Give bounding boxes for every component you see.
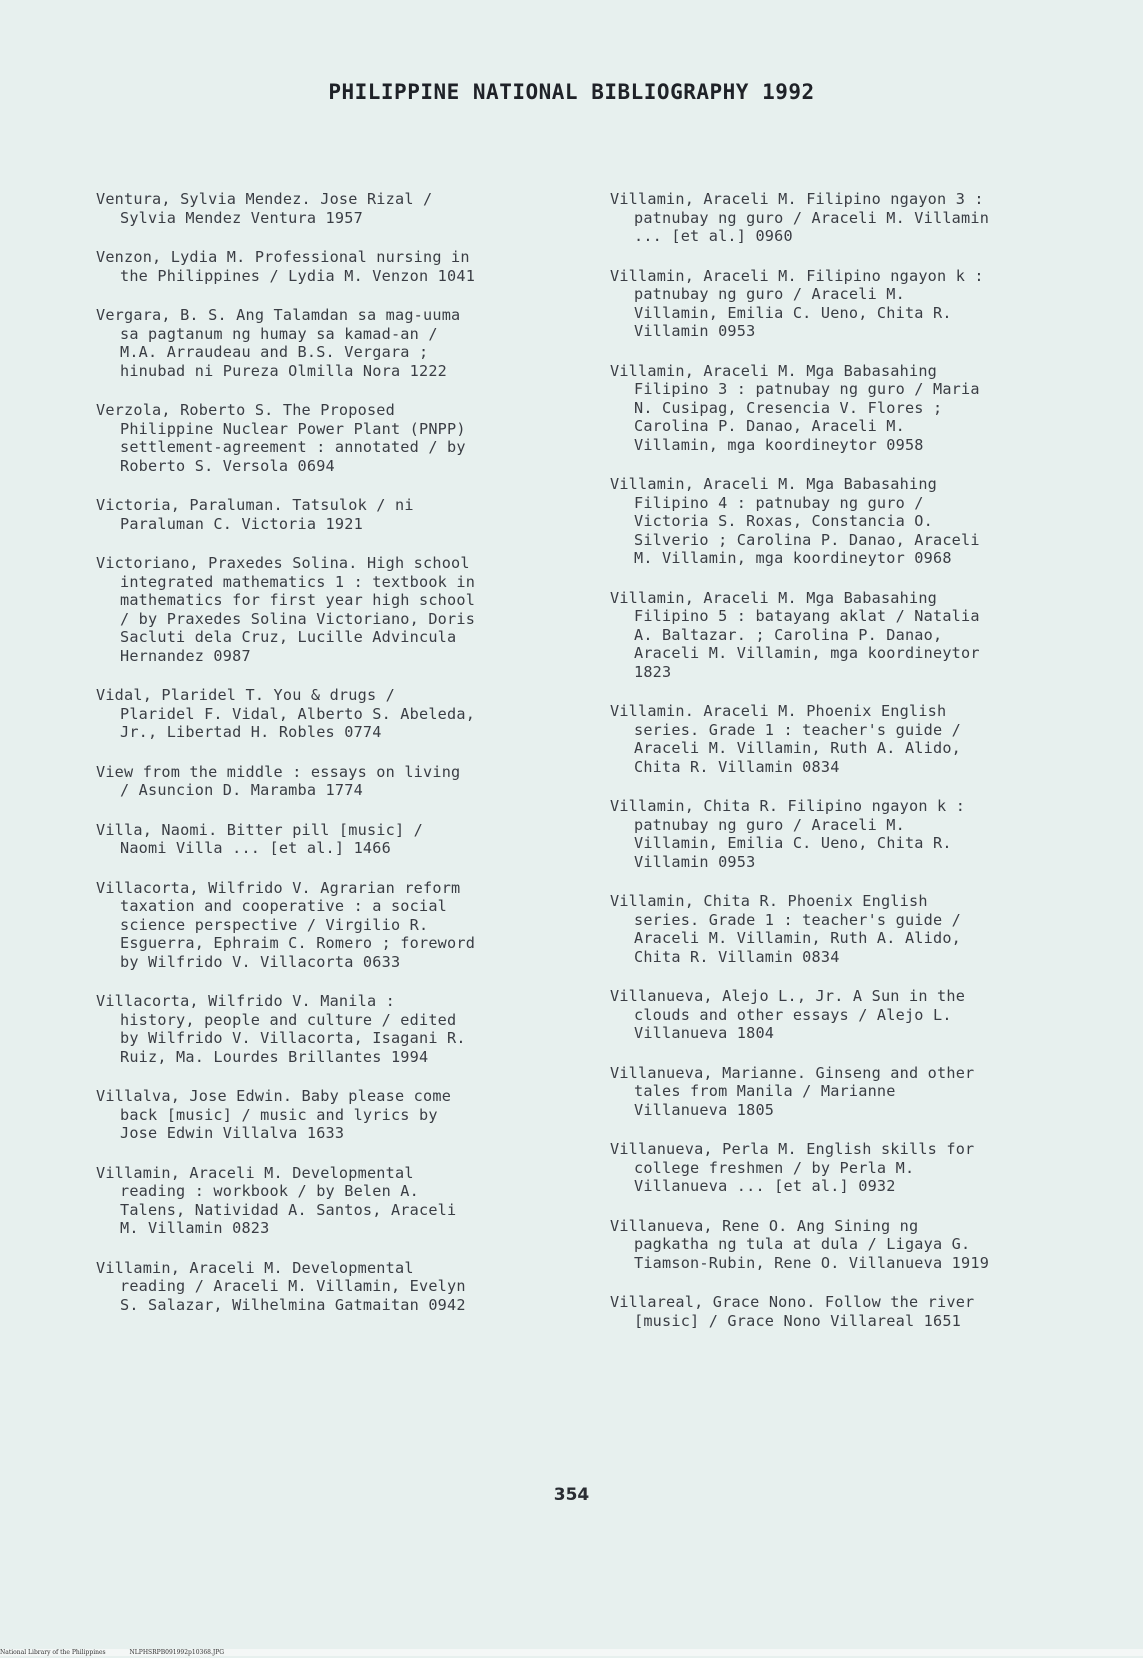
bibliography-entry: Villanueva, Marianne. Ginseng and other tales from Manila / Marianne Villanueva 1805 bbox=[610, 1063, 975, 1119]
bibliography-entry: View from the middle : essays on living / Asuncion D. Maramba 1774 bbox=[96, 762, 461, 799]
page-title: PHILIPPINE NATIONAL BIBLIOGRAPHY 1992 bbox=[328, 80, 815, 104]
bibliography-entry: Villamin, Araceli M. Developmental reading : workbook / by Belen A. Talens, Natividad A. Santos, Araceli M. Villamin 0823 bbox=[96, 1163, 457, 1237]
scan-footer bbox=[0, 1649, 1143, 1656]
bibliography-entry: Villanueva, Perla M. English skills for college freshmen / by Perla M. Villanueva ... [et al.] 0932 bbox=[610, 1140, 975, 1195]
bibliography-entry: Villamin. Araceli M. Phoenix English series. Grade 1 : teacher's guide / Araceli M. Villamin, Ruth A. Alido, Chita R. Villamin 0834 bbox=[610, 702, 962, 776]
bibliography-entry: Vidal, Plaridel T. You & drugs / Plaridel F. Vidal, Alberto S. Abeleda, Jr., Libertad H. Robles 0774 bbox=[96, 686, 476, 741]
bibliography-entry: Villanueva, Rene O. Ang Sining ng pagkatha ng tula at dula / Ligaya G. Tiamson-Rubin, Rene O. Villanueva 1919 bbox=[610, 1216, 990, 1272]
bibliography-entry: Villa, Naomi. Bitter pill [music] / Naomi Villa ... [et al.] 1466 bbox=[96, 820, 424, 857]
bibliography-entry: Victoriano, Praxedes Solina. High school integrated mathematics 1 : textbook in mathematics for first year high school / by Praxedes Solina Victoriano, Doris Sacluti dela Cruz, Lucille Advincula Hernandez 0987 bbox=[96, 554, 476, 665]
bibliography-entry: Villamin, Araceli M. Filipino ngayon 3 : patnubay ng guro / Araceli M. Villamin ... [et al.] 0960 bbox=[610, 190, 990, 245]
right-column bbox=[610, 190, 1090, 1351]
footer-library: National Library of the Philippines bbox=[0, 1649, 106, 1656]
bibliography-entry: Villamin, Chita R. Phoenix English series. Grade 1 : teacher's guide / Araceli M. Villamin, Ruth A. Alido, Chita R. Villamin 0834 bbox=[610, 892, 962, 966]
bibliography-entry: Villanueva, Alejo L., Jr. A Sun in the clouds and other essays / Alejo L. Villanueva 1804 bbox=[610, 987, 966, 1042]
bibliography-entry: Vergara, B. S. Ang Talamdan sa mag-uuma sa pagtanum ng humay sa kamad-an / M.A. Arraudeau and B.S. Vergara ; hinubad ni Pureza Olmilla Nora 1222 bbox=[96, 306, 461, 380]
bibliography-entry: Villamin, Chita R. Filipino ngayon k : patnubay ng guro / Araceli M. Villamin, Emilia C. Ueno, Chita R. Villamin 0953 bbox=[610, 797, 966, 871]
page-number: 354 bbox=[553, 1485, 590, 1505]
bibliography-entry: Villamin, Araceli M. Developmental reading / Araceli M. Villamin, Evelyn S. Salazar, Wilhelmina Gatmaitan 0942 bbox=[96, 1258, 466, 1314]
bibliography-entry: Venzon, Lydia M. Professional nursing in the Philippines / Lydia M. Venzon 1041 bbox=[96, 248, 476, 285]
bibliography-entry: Villareal, Grace Nono. Follow the river [music] / Grace Nono Villareal 1651 bbox=[610, 1293, 975, 1330]
bibliography-entry: Victoria, Paraluman. Tatsulok / ni Paraluman C. Victoria 1921 bbox=[96, 496, 414, 533]
bibliography-entry: Villamin, Araceli M. Mga Babasahing Filipino 5 : batayang aklat / Natalia A. Baltazar. ; Carolina P. Danao, Araceli M. Villamin, mga koordineytor 1823 bbox=[610, 588, 980, 681]
bibliography-entry: Verzola, Roberto S. The Proposed Philippine Nuclear Power Plant (PNPP) settlement-agreement : annotated / by Roberto S. Versola 0694 bbox=[96, 401, 466, 475]
bibliography-entry: Villamin, Araceli M. Mga Babasahing Filipino 4 : patnubay ng guro / Victoria S. Roxas, Constancia O. Silverio ; Carolina P. Danao, Araceli M. Villamin, mga koordineytor 0968 bbox=[610, 475, 980, 567]
left-column bbox=[96, 190, 576, 1335]
bibliography-entry: Villamin, Araceli M. Mga Babasahing Filipino 3 : patnubay ng guro / Maria N. Cusipag, Cresencia V. Flores ; Carolina P. Danao, Araceli M. Villamin, mga koordineytor 0958 bbox=[610, 361, 980, 454]
footer-file: NLPHSRPB091992p10368.JPG bbox=[129, 1649, 225, 1656]
bibliography-entry: Villamin, Araceli M. Filipino ngayon k : patnubay ng guro / Araceli M. Villamin, Emilia C. Ueno, Chita R. Villamin 0953 bbox=[610, 266, 984, 340]
bibliography-entry: Ventura, Sylvia Mendez. Jose Rizal / Sylvia Mendez Ventura 1957 bbox=[96, 190, 433, 227]
bibliography-entry: Villacorta, Wilfrido V. Manila : history, people and culture / edited by Wilfrido V. Villacorta, Isagani R. Ruiz, Ma. Lourdes Brillantes 1994 bbox=[96, 992, 466, 1066]
bibliography-entry: Villalva, Jose Edwin. Baby please come back [music] / music and lyrics by Jose Edwin Villalva 1633 bbox=[96, 1087, 452, 1142]
bibliography-entry: Villacorta, Wilfrido V. Agrarian reform taxation and cooperative : a social science perspective / Virgilio R. Esguerra, Ephraim C. Romero ; foreword by Wilfrido V. Villacorta 0633 bbox=[96, 878, 476, 971]
